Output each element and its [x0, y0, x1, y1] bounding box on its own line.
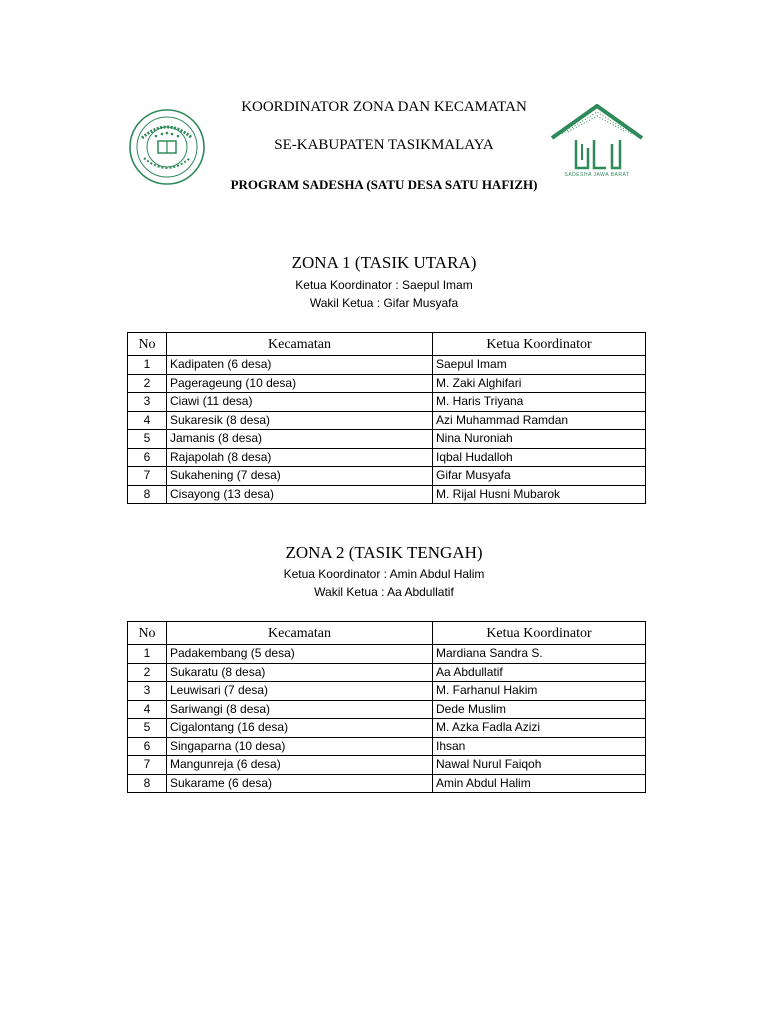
row-no: 2 [128, 374, 167, 393]
row-kecamatan: Kadipaten (6 desa) [167, 356, 433, 375]
row-ketua: Ihsan [433, 737, 646, 756]
zone-1-title: ZONA 1 (TASIK UTARA) [291, 253, 477, 272]
header-kecamatan: Kecamatan [167, 622, 433, 645]
row-no: 7 [128, 756, 167, 775]
table-row [128, 356, 646, 375]
row-ketua: Nina Nuroniah [433, 430, 646, 449]
table-row [128, 393, 646, 412]
row-kecamatan: Sariwangi (8 desa) [167, 700, 433, 719]
header-kecamatan: Kecamatan [167, 333, 433, 356]
row-kecamatan: Padakembang (5 desa) [167, 645, 433, 664]
row-no: 7 [128, 467, 167, 486]
row-no: 6 [128, 448, 167, 467]
row-kecamatan: Rajapolah (8 desa) [167, 448, 433, 467]
table-row [128, 719, 646, 738]
row-ketua: Saepul Imam [433, 356, 646, 375]
row-ketua: M. Rijal Husni Mubarok [433, 485, 646, 504]
row-kecamatan: Ciawi (11 desa) [167, 393, 433, 412]
table-row [128, 756, 646, 775]
row-kecamatan: Jamanis (8 desa) [167, 430, 433, 449]
row-kecamatan: Sukaratu (8 desa) [167, 663, 433, 682]
zone-1-wakil: Wakil Ketua : Gifar Musyafa [309, 296, 459, 310]
header-program: PROGRAM SADESHA (SATU DESA SATU HAFIZH) [230, 177, 538, 192]
table-row [128, 374, 646, 393]
row-ketua: Dede Muslim [433, 700, 646, 719]
row-no: 8 [128, 774, 167, 793]
row-ketua: M. Farhanul Hakim [433, 682, 646, 701]
zone-1-table [127, 332, 646, 504]
header-title: KOORDINATOR ZONA DAN KECAMATAN [241, 99, 527, 115]
row-ketua: Nawal Nurul Faiqoh [433, 756, 646, 775]
zone-2-wakil: Wakil Ketua : Aa Abdullatif [314, 585, 454, 599]
zone-2-title: ZONA 2 (TASIK TENGAH) [285, 543, 483, 562]
table-row [128, 430, 646, 449]
row-ketua: M. Azka Fadla Azizi [433, 719, 646, 738]
row-ketua: M. Haris Triyana [433, 393, 646, 412]
header-ketua: Ketua Koordinator [433, 622, 646, 645]
row-no: 8 [128, 485, 167, 504]
row-kecamatan: Leuwisari (7 desa) [167, 682, 433, 701]
header-no: No [128, 622, 167, 645]
row-ketua: Amin Abdul Halim [433, 774, 646, 793]
row-no: 5 [128, 719, 167, 738]
row-kecamatan: Sukarame (6 desa) [167, 774, 433, 793]
row-ketua: M. Zaki Alghifari [433, 374, 646, 393]
zone-2-table [127, 621, 646, 793]
row-kecamatan: Mangunreja (6 desa) [167, 756, 433, 775]
row-no: 4 [128, 700, 167, 719]
row-no: 1 [128, 645, 167, 664]
logo-caption: SADESHA JAWA BARAT [564, 172, 630, 178]
row-no: 6 [128, 737, 167, 756]
table-row [128, 448, 646, 467]
row-kecamatan: Sukaresik (8 desa) [167, 411, 433, 430]
table-row [128, 663, 646, 682]
table-header-row [128, 622, 646, 645]
row-kecamatan: Singaparna (10 desa) [167, 737, 433, 756]
row-kecamatan: Cisayong (13 desa) [167, 485, 433, 504]
row-ketua: Gifar Musyafa [433, 467, 646, 486]
zone-2-ketua: Ketua Koordinator : Amin Abdul Halim [283, 567, 485, 581]
row-no: 3 [128, 393, 167, 412]
row-no: 5 [128, 430, 167, 449]
row-no: 4 [128, 411, 167, 430]
table-header-row [128, 333, 646, 356]
table-row [128, 485, 646, 504]
row-no: 1 [128, 356, 167, 375]
table-row [128, 700, 646, 719]
zone-1-ketua: Ketua Koordinator : Saepul Imam [295, 278, 473, 292]
header-subtitle: SE-KABUPATEN TASIKMALAYA [274, 137, 494, 153]
row-no: 3 [128, 682, 167, 701]
table-row [128, 467, 646, 486]
row-no: 2 [128, 663, 167, 682]
header-no: No [128, 333, 167, 356]
table-row [128, 737, 646, 756]
table-row [128, 682, 646, 701]
table-row [128, 774, 646, 793]
header-ketua: Ketua Koordinator [433, 333, 646, 356]
row-ketua: Azi Muhammad Ramdan [433, 411, 646, 430]
row-kecamatan: Sukahening (7 desa) [167, 467, 433, 486]
table-row [128, 645, 646, 664]
row-ketua: Aa Abdullatif [433, 663, 646, 682]
row-ketua: Mardiana Sandra S. [433, 645, 646, 664]
row-ketua: Iqbal Hudalloh [433, 448, 646, 467]
table-row [128, 411, 646, 430]
row-kecamatan: Cigalontang (16 desa) [167, 719, 433, 738]
row-kecamatan: Pagerageung (10 desa) [167, 374, 433, 393]
